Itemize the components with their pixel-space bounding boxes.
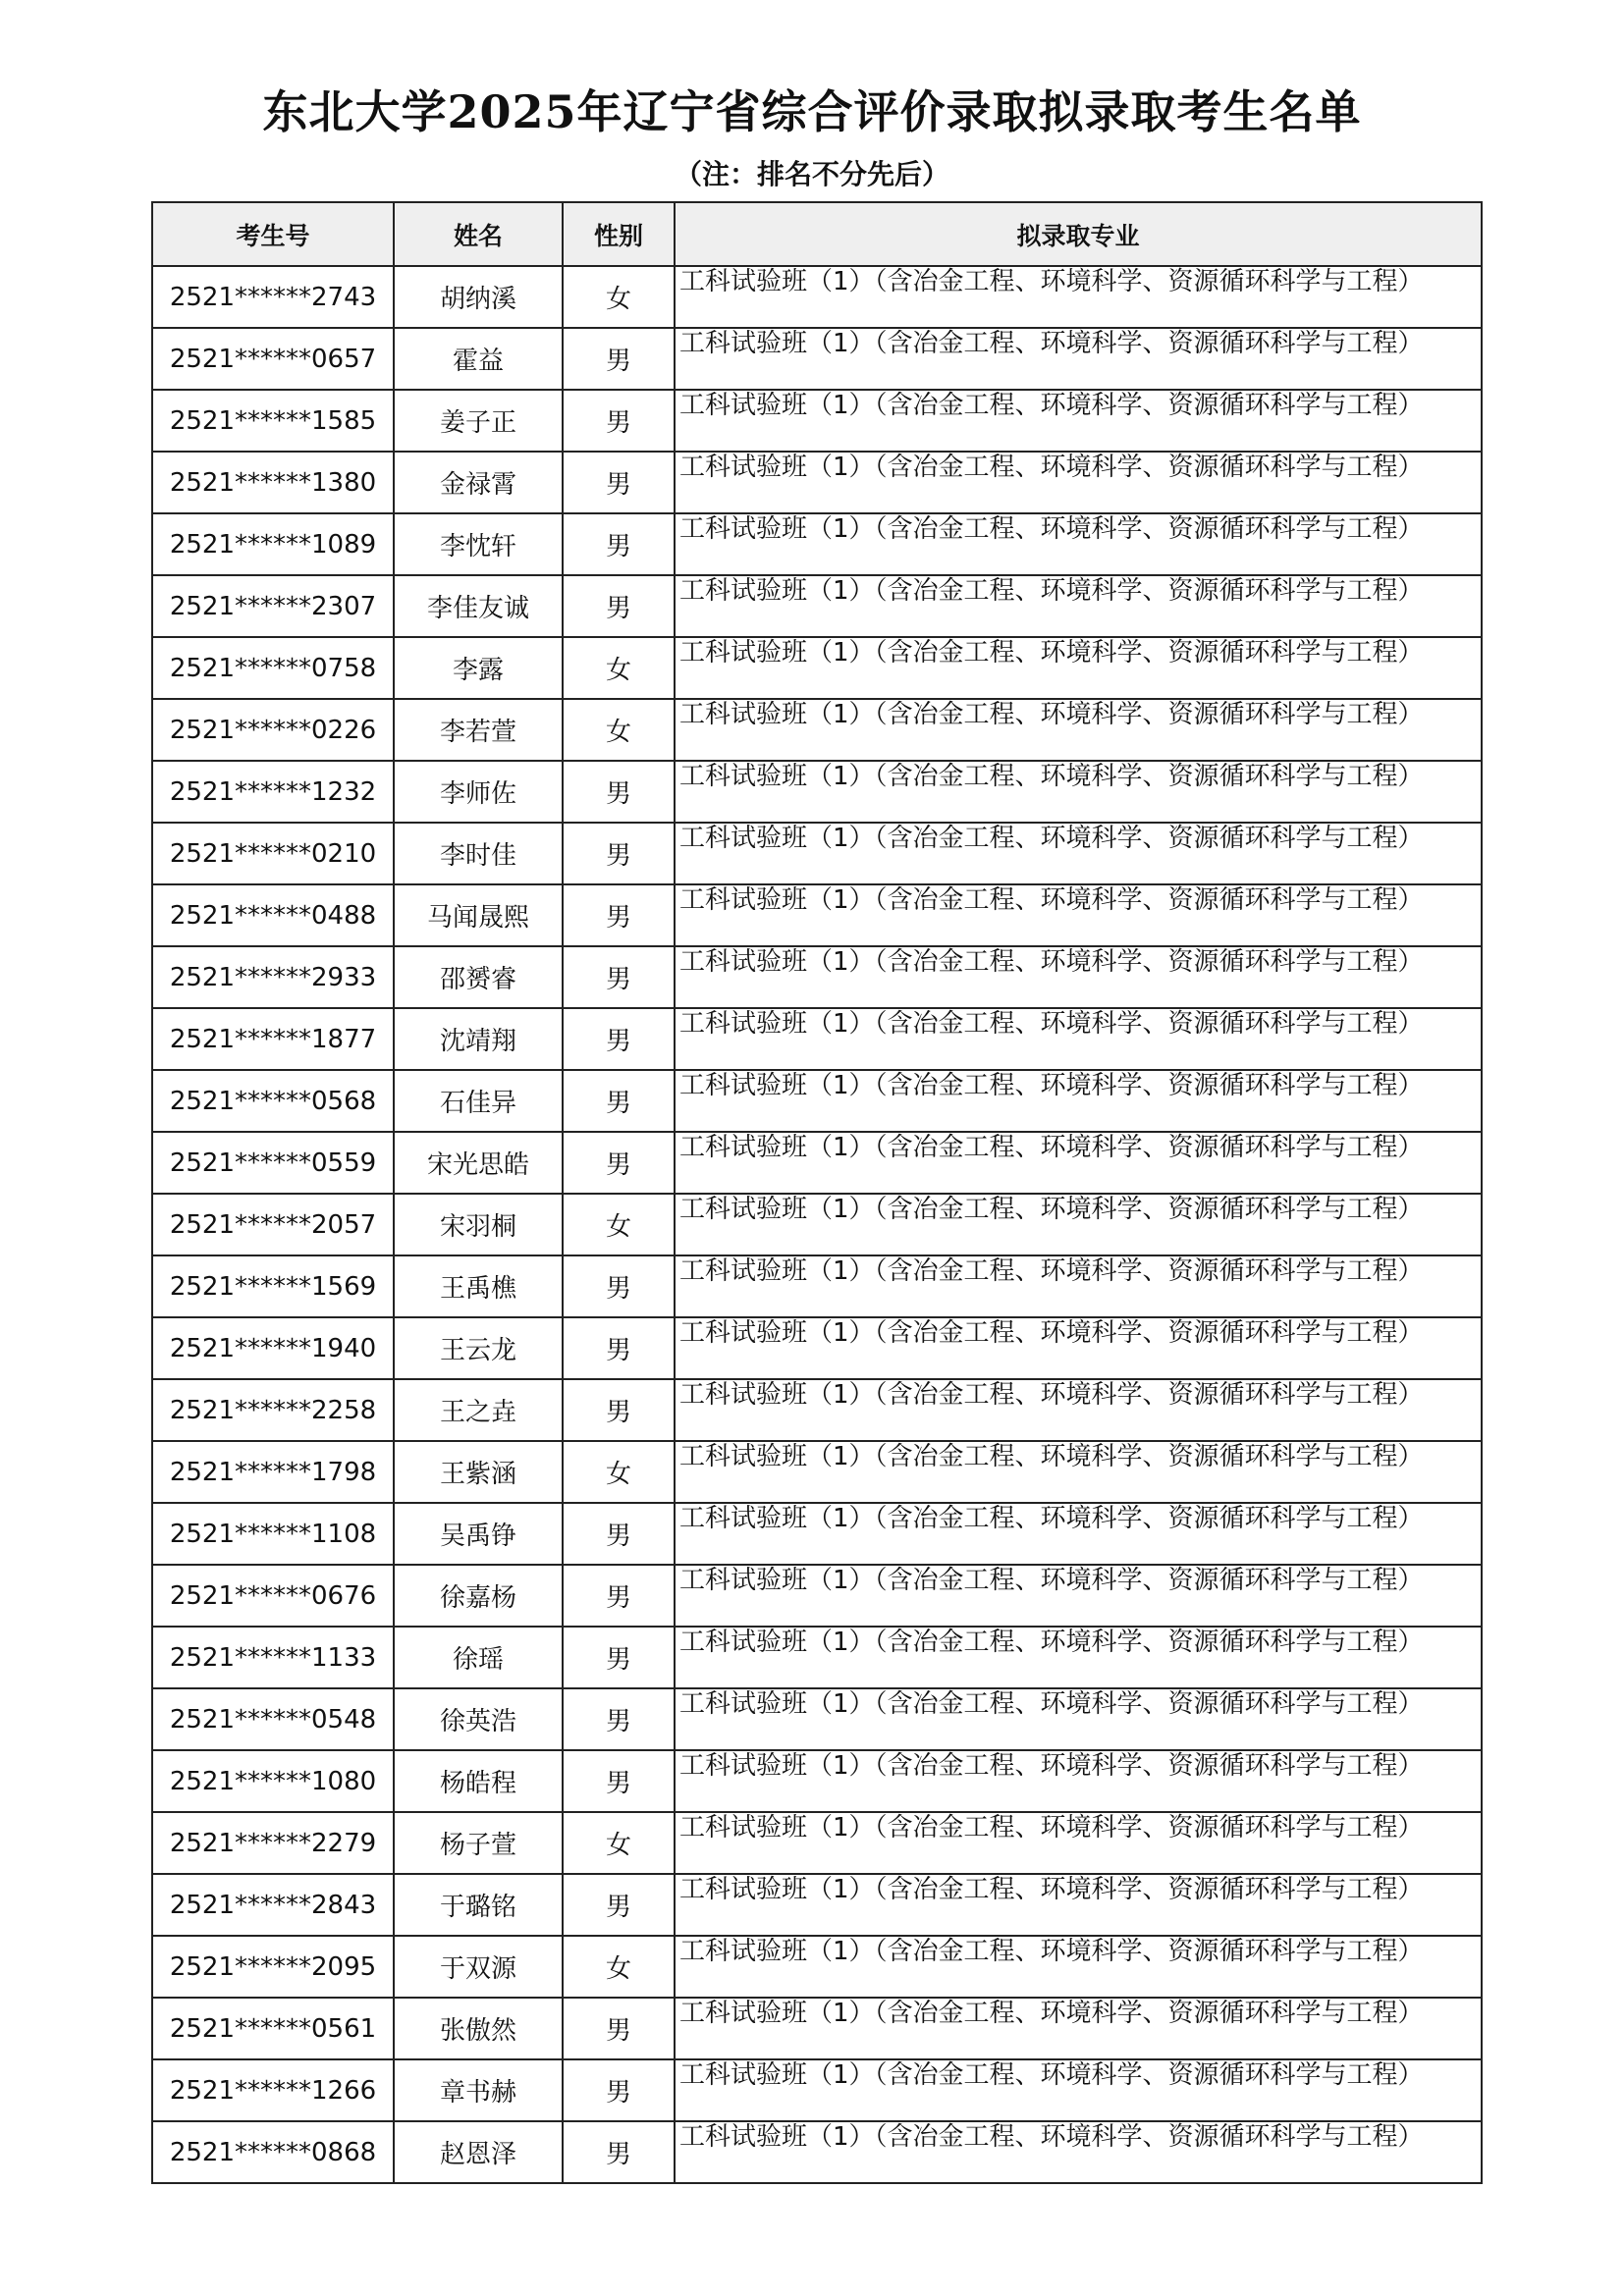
- gender-cell: 男: [563, 1688, 675, 1750]
- name-cell: 霍益: [394, 328, 563, 390]
- major-cell: 工科试验班（1）（含冶金工程、环境科学、资源循环科学与工程）: [675, 452, 1482, 513]
- major-cell: 工科试验班（1）（含冶金工程、环境科学、资源循环科学与工程）: [675, 1627, 1482, 1688]
- name-cell: 李师佐: [394, 761, 563, 823]
- candidate-id-cell: 2521******1877: [152, 1008, 394, 1070]
- major-cell: 工科试验班（1）（含冶金工程、环境科学、资源循环科学与工程）: [675, 1812, 1482, 1874]
- major-cell: 工科试验班（1）（含冶金工程、环境科学、资源循环科学与工程）: [675, 1688, 1482, 1750]
- major-cell: 工科试验班（1）（含冶金工程、环境科学、资源循环科学与工程）: [675, 823, 1482, 884]
- name-cell: 张傲然: [394, 1998, 563, 2059]
- major-cell: 工科试验班（1）（含冶金工程、环境科学、资源循环科学与工程）: [675, 1998, 1482, 2059]
- gender-cell: 男: [563, 761, 675, 823]
- table-row: [152, 1317, 1482, 1379]
- candidate-id-cell: 2521******1940: [152, 1317, 394, 1379]
- gender-cell: 女: [563, 1194, 675, 1255]
- gender-cell: 男: [563, 1008, 675, 1070]
- major-cell: 工科试验班（1）（含冶金工程、环境科学、资源循环科学与工程）: [675, 1008, 1482, 1070]
- table-row: [152, 1750, 1482, 1812]
- table-row: [152, 1441, 1482, 1503]
- header-name: 姓名: [394, 202, 563, 266]
- name-cell: 吴禹铮: [394, 1503, 563, 1565]
- candidate-id-cell: 2521******1089: [152, 513, 394, 575]
- table-row: [152, 1565, 1482, 1627]
- gender-cell: 男: [563, 1379, 675, 1441]
- table-row: [152, 2059, 1482, 2121]
- major-cell: 工科试验班（1）（含冶金工程、环境科学、资源循环科学与工程）: [675, 328, 1482, 390]
- name-cell: 于璐铭: [394, 1874, 563, 1936]
- gender-cell: 男: [563, 452, 675, 513]
- name-cell: 宋光思皓: [394, 1132, 563, 1194]
- major-cell: 工科试验班（1）（含冶金工程、环境科学、资源循环科学与工程）: [675, 390, 1482, 452]
- table-row: [152, 1688, 1482, 1750]
- name-cell: 胡纳溪: [394, 266, 563, 328]
- name-cell: 徐嘉杨: [394, 1565, 563, 1627]
- name-cell: 邵赟睿: [394, 946, 563, 1008]
- name-cell: 李若萱: [394, 699, 563, 761]
- candidate-id-cell: 2521******0548: [152, 1688, 394, 1750]
- major-cell: 工科试验班（1）（含冶金工程、环境科学、资源循环科学与工程）: [675, 1441, 1482, 1503]
- gender-cell: 男: [563, 1627, 675, 1688]
- major-cell: 工科试验班（1）（含冶金工程、环境科学、资源循环科学与工程）: [675, 1317, 1482, 1379]
- header-gender: 性别: [563, 202, 675, 266]
- gender-cell: 女: [563, 1441, 675, 1503]
- table-row: [152, 946, 1482, 1008]
- table-body: [152, 266, 1482, 2183]
- major-cell: 工科试验班（1）（含冶金工程、环境科学、资源循环科学与工程）: [675, 637, 1482, 699]
- major-cell: 工科试验班（1）（含冶金工程、环境科学、资源循环科学与工程）: [675, 1936, 1482, 1998]
- table-row: [152, 2121, 1482, 2183]
- table-row: [152, 328, 1482, 390]
- table-row: [152, 1627, 1482, 1688]
- gender-cell: 女: [563, 1936, 675, 1998]
- name-cell: 石佳异: [394, 1070, 563, 1132]
- table-row: [152, 1070, 1482, 1132]
- gender-cell: 男: [563, 1132, 675, 1194]
- table-row: [152, 390, 1482, 452]
- header-candidate-id: 考生号: [152, 202, 394, 266]
- name-cell: 章书赫: [394, 2059, 563, 2121]
- candidate-id-cell: 2521******1133: [152, 1627, 394, 1688]
- gender-cell: 男: [563, 513, 675, 575]
- candidate-id-cell: 2521******2095: [152, 1936, 394, 1998]
- table-row: [152, 513, 1482, 575]
- major-cell: 工科试验班（1）（含冶金工程、环境科学、资源循环科学与工程）: [675, 1194, 1482, 1255]
- candidate-id-cell: 2521******1108: [152, 1503, 394, 1565]
- gender-cell: 女: [563, 266, 675, 328]
- candidate-id-cell: 2521******0568: [152, 1070, 394, 1132]
- name-cell: 金禄霄: [394, 452, 563, 513]
- name-cell: 王云龙: [394, 1317, 563, 1379]
- gender-cell: 男: [563, 1070, 675, 1132]
- candidate-id-cell: 2521******0226: [152, 699, 394, 761]
- candidate-id-cell: 2521******0561: [152, 1998, 394, 2059]
- gender-cell: 男: [563, 390, 675, 452]
- gender-cell: 女: [563, 1812, 675, 1874]
- name-cell: 徐英浩: [394, 1688, 563, 1750]
- gender-cell: 男: [563, 1503, 675, 1565]
- table-row: [152, 1812, 1482, 1874]
- major-cell: 工科试验班（1）（含冶金工程、环境科学、资源循环科学与工程）: [675, 1750, 1482, 1812]
- major-cell: 工科试验班（1）（含冶金工程、环境科学、资源循环科学与工程）: [675, 1874, 1482, 1936]
- name-cell: 赵恩泽: [394, 2121, 563, 2183]
- candidate-id-cell: 2521******0868: [152, 2121, 394, 2183]
- major-cell: 工科试验班（1）（含冶金工程、环境科学、资源循环科学与工程）: [675, 2121, 1482, 2183]
- major-cell: 工科试验班（1）（含冶金工程、环境科学、资源循环科学与工程）: [675, 1379, 1482, 1441]
- gender-cell: 男: [563, 2059, 675, 2121]
- candidate-id-cell: 2521******1266: [152, 2059, 394, 2121]
- candidate-id-cell: 2521******1080: [152, 1750, 394, 1812]
- name-cell: 杨子萱: [394, 1812, 563, 1874]
- gender-cell: 女: [563, 637, 675, 699]
- gender-cell: 男: [563, 2121, 675, 2183]
- table-header: [152, 202, 1482, 266]
- major-cell: 工科试验班（1）（含冶金工程、环境科学、资源循环科学与工程）: [675, 699, 1482, 761]
- name-cell: 王禹樵: [394, 1255, 563, 1317]
- major-cell: 工科试验班（1）（含冶金工程、环境科学、资源循环科学与工程）: [675, 1070, 1482, 1132]
- candidate-id-cell: 2521******0559: [152, 1132, 394, 1194]
- candidate-id-cell: 2521******0488: [152, 884, 394, 946]
- table-row: [152, 1008, 1482, 1070]
- candidate-id-cell: 2521******1232: [152, 761, 394, 823]
- candidate-id-cell: 2521******0657: [152, 328, 394, 390]
- candidate-id-cell: 2521******0210: [152, 823, 394, 884]
- name-cell: 李露: [394, 637, 563, 699]
- candidate-id-cell: 2521******2307: [152, 575, 394, 637]
- candidate-id-cell: 2521******1569: [152, 1255, 394, 1317]
- major-cell: 工科试验班（1）（含冶金工程、环境科学、资源循环科学与工程）: [675, 266, 1482, 328]
- table-row: [152, 1998, 1482, 2059]
- table-row: [152, 1255, 1482, 1317]
- document-title: 东北大学2025年辽宁省综合评价录取拟录取考生名单: [262, 85, 1362, 138]
- candidate-id-cell: 2521******2843: [152, 1874, 394, 1936]
- name-cell: 王之垚: [394, 1379, 563, 1441]
- gender-cell: 男: [563, 1255, 675, 1317]
- name-cell: 李时佳: [394, 823, 563, 884]
- gender-cell: 男: [563, 575, 675, 637]
- gender-cell: 男: [563, 1998, 675, 2059]
- gender-cell: 男: [563, 884, 675, 946]
- name-cell: 姜子正: [394, 390, 563, 452]
- table-row: [152, 761, 1482, 823]
- gender-cell: 男: [563, 946, 675, 1008]
- major-cell: 工科试验班（1）（含冶金工程、环境科学、资源循环科学与工程）: [675, 1132, 1482, 1194]
- table-row: [152, 575, 1482, 637]
- gender-cell: 女: [563, 699, 675, 761]
- name-cell: 宋羽桐: [394, 1194, 563, 1255]
- table-row: [152, 1132, 1482, 1194]
- name-cell: 沈靖翔: [394, 1008, 563, 1070]
- candidate-id-cell: 2521******2258: [152, 1379, 394, 1441]
- name-cell: 徐瑶: [394, 1627, 563, 1688]
- table-row: [152, 1936, 1482, 1998]
- header-major: 拟录取专业: [675, 202, 1482, 266]
- gender-cell: 男: [563, 1874, 675, 1936]
- table-row: [152, 637, 1482, 699]
- name-cell: 于双源: [394, 1936, 563, 1998]
- gender-cell: 男: [563, 1565, 675, 1627]
- candidate-id-cell: 2521******2933: [152, 946, 394, 1008]
- major-cell: 工科试验班（1）（含冶金工程、环境科学、资源循环科学与工程）: [675, 513, 1482, 575]
- major-cell: 工科试验班（1）（含冶金工程、环境科学、资源循环科学与工程）: [675, 1565, 1482, 1627]
- major-cell: 工科试验班（1）（含冶金工程、环境科学、资源循环科学与工程）: [675, 946, 1482, 1008]
- admission-table: [151, 201, 1483, 2184]
- candidate-id-cell: 2521******1380: [152, 452, 394, 513]
- name-cell: 杨皓程: [394, 1750, 563, 1812]
- major-cell: 工科试验班（1）（含冶金工程、环境科学、资源循环科学与工程）: [675, 1503, 1482, 1565]
- table-row: [152, 1379, 1482, 1441]
- table-row: [152, 1874, 1482, 1936]
- name-cell: 王紫涵: [394, 1441, 563, 1503]
- ranking-note: （注：排名不分先后）: [674, 158, 949, 190]
- gender-cell: 男: [563, 1317, 675, 1379]
- gender-cell: 男: [563, 1750, 675, 1812]
- table-row: [152, 884, 1482, 946]
- candidate-id-cell: 2521******0758: [152, 637, 394, 699]
- table-row: [152, 699, 1482, 761]
- major-cell: 工科试验班（1）（含冶金工程、环境科学、资源循环科学与工程）: [675, 884, 1482, 946]
- table-row: [152, 1503, 1482, 1565]
- major-cell: 工科试验班（1）（含冶金工程、环境科学、资源循环科学与工程）: [675, 575, 1482, 637]
- name-cell: 马闻晟熙: [394, 884, 563, 946]
- major-cell: 工科试验班（1）（含冶金工程、环境科学、资源循环科学与工程）: [675, 1255, 1482, 1317]
- table-row: [152, 452, 1482, 513]
- major-cell: 工科试验班（1）（含冶金工程、环境科学、资源循环科学与工程）: [675, 2059, 1482, 2121]
- gender-cell: 男: [563, 823, 675, 884]
- name-cell: 李佳友诚: [394, 575, 563, 637]
- header-row: [152, 202, 1482, 266]
- candidate-id-cell: 2521******2057: [152, 1194, 394, 1255]
- major-cell: 工科试验班（1）（含冶金工程、环境科学、资源循环科学与工程）: [675, 761, 1482, 823]
- candidate-id-cell: 2521******2743: [152, 266, 394, 328]
- name-cell: 李忱轩: [394, 513, 563, 575]
- gender-cell: 男: [563, 328, 675, 390]
- table-row: [152, 823, 1482, 884]
- candidate-id-cell: 2521******1798: [152, 1441, 394, 1503]
- candidate-id-cell: 2521******0676: [152, 1565, 394, 1627]
- candidate-id-cell: 2521******2279: [152, 1812, 394, 1874]
- table-row: [152, 1194, 1482, 1255]
- table-row: [152, 266, 1482, 328]
- candidate-id-cell: 2521******1585: [152, 390, 394, 452]
